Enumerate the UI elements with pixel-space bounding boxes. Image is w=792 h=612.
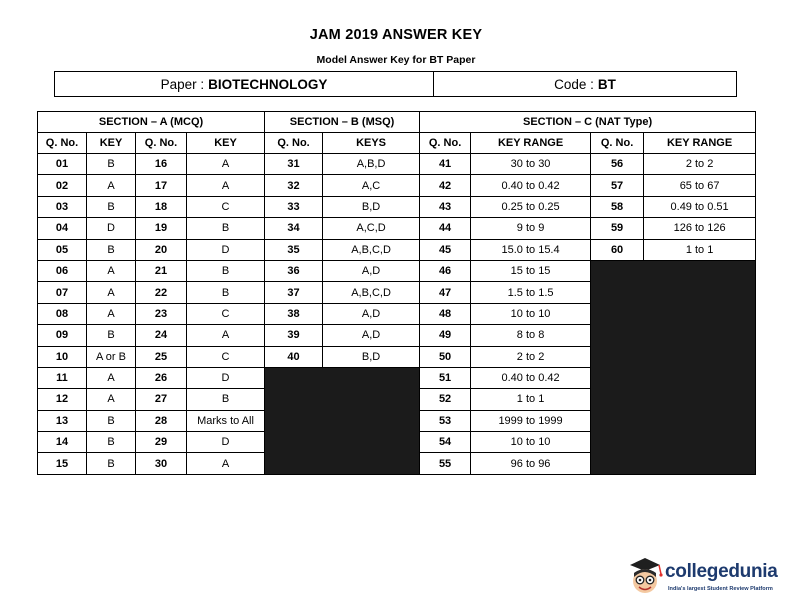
answer-key-cell: A,B,D [323, 154, 420, 175]
answer-key-cell: 0.40 to 0.42 [471, 367, 591, 388]
question-number-cell: 36 [265, 260, 323, 281]
question-number-cell: 29 [136, 432, 187, 453]
answer-key-cell: A [87, 282, 136, 303]
question-number-cell: 34 [265, 218, 323, 239]
question-number-cell: 48 [420, 303, 471, 324]
column-header: KEY RANGE [471, 133, 591, 154]
column-header: Q. No. [420, 133, 471, 154]
answer-key-cell: A,C [323, 175, 420, 196]
answer-key-cell: B [87, 453, 136, 474]
answer-key-cell: 2 to 2 [644, 154, 756, 175]
answer-key-cell: 96 to 96 [471, 453, 591, 474]
question-number-cell: 05 [38, 239, 87, 260]
answer-key-cell: 8 to 8 [471, 325, 591, 346]
answer-key-table [37, 111, 756, 475]
question-number-cell: 57 [591, 175, 644, 196]
answer-key-cell: B [87, 154, 136, 175]
answer-key-cell: C [187, 196, 265, 217]
question-number-cell: 22 [136, 282, 187, 303]
blank-cell-section-c [591, 260, 756, 474]
answer-key-cell: B,D [323, 196, 420, 217]
question-number-cell: 56 [591, 154, 644, 175]
answer-key-cell: A [187, 325, 265, 346]
answer-key-cell: A,C,D [323, 218, 420, 239]
column-header: KEY [187, 133, 265, 154]
question-number-cell: 19 [136, 218, 187, 239]
paper-label: Paper : [160, 76, 205, 92]
answer-key-cell: 1.5 to 1.5 [471, 282, 591, 303]
question-number-cell: 41 [420, 154, 471, 175]
answer-key-cell: 10 to 10 [471, 303, 591, 324]
answer-key-cell: D [87, 218, 136, 239]
question-number-cell: 38 [265, 303, 323, 324]
answer-key-cell: A [87, 367, 136, 388]
answer-key-cell: D [187, 367, 265, 388]
question-number-cell: 13 [38, 410, 87, 431]
answer-key-cell: 1 to 1 [644, 239, 756, 260]
question-number-cell: 10 [38, 346, 87, 367]
answer-key-cell: D [187, 239, 265, 260]
answer-key-cell: C [187, 303, 265, 324]
column-header-row [38, 133, 756, 154]
question-number-cell: 42 [420, 175, 471, 196]
question-number-cell: 30 [136, 453, 187, 474]
question-number-cell: 58 [591, 196, 644, 217]
answer-key-cell: 126 to 126 [644, 218, 756, 239]
section-header-row [38, 112, 756, 133]
paper-value: BIOTECHNOLOGY [208, 76, 328, 92]
answer-key-cell: B [187, 282, 265, 303]
question-number-cell: 24 [136, 325, 187, 346]
mascot-face-icon [626, 556, 664, 598]
question-number-cell: 40 [265, 346, 323, 367]
table-row [38, 196, 756, 217]
question-number-cell: 39 [265, 325, 323, 346]
answer-key-cell: A,B,C,D [323, 239, 420, 260]
answer-key-cell: B [187, 218, 265, 239]
answer-key-cell: 30 to 30 [471, 154, 591, 175]
blank-cell-section-b [265, 367, 420, 474]
section-c-header: SECTION – C (NAT Type) [420, 112, 756, 133]
answer-key-cell: B [87, 239, 136, 260]
question-number-cell: 17 [136, 175, 187, 196]
logo-tagline: India's largest Student Review Platform [668, 586, 773, 592]
table-row [38, 239, 756, 260]
page-title: JAM 2019 ANSWER KEY [309, 27, 483, 43]
answer-key-cell: 65 to 67 [644, 175, 756, 196]
table-row [38, 260, 756, 281]
answer-key-cell: 2 to 2 [471, 346, 591, 367]
question-number-cell: 46 [420, 260, 471, 281]
question-number-cell: 50 [420, 346, 471, 367]
answer-key-cell: B [87, 325, 136, 346]
question-number-cell: 33 [265, 196, 323, 217]
question-number-cell: 06 [38, 260, 87, 281]
answer-key-cell: Marks to All [187, 410, 265, 431]
question-number-cell: 16 [136, 154, 187, 175]
answer-key-cell: A [87, 303, 136, 324]
question-number-cell: 27 [136, 389, 187, 410]
column-header: KEY [87, 133, 136, 154]
column-header: Q. No. [136, 133, 187, 154]
question-number-cell: 43 [420, 196, 471, 217]
question-number-cell: 15 [38, 453, 87, 474]
question-number-cell: 45 [420, 239, 471, 260]
question-number-cell: 44 [420, 218, 471, 239]
section-b-header: SECTION – B (MSQ) [265, 112, 420, 133]
column-header: Q. No. [265, 133, 323, 154]
answer-key-cell: A [87, 260, 136, 281]
question-number-cell: 25 [136, 346, 187, 367]
question-number-cell: 28 [136, 410, 187, 431]
answer-key-cell: 9 to 9 [471, 218, 591, 239]
answer-key-cell: A,D [323, 260, 420, 281]
column-header: Q. No. [38, 133, 87, 154]
answer-key-cell: A,D [323, 325, 420, 346]
question-number-cell: 14 [38, 432, 87, 453]
question-number-cell: 26 [136, 367, 187, 388]
column-header: KEYS [323, 133, 420, 154]
answer-key-cell: A [87, 389, 136, 410]
answer-key-cell: A,D [323, 303, 420, 324]
answer-key-cell: 0.49 to 0.51 [644, 196, 756, 217]
question-number-cell: 09 [38, 325, 87, 346]
question-number-cell: 59 [591, 218, 644, 239]
answer-key-cell: B [87, 196, 136, 217]
logo-wordmark: collegedunia [665, 561, 778, 582]
answer-key-cell: A [187, 175, 265, 196]
answer-key-cell: 15 to 15 [471, 260, 591, 281]
code-cell [434, 72, 736, 96]
table-row [38, 175, 756, 196]
question-number-cell: 04 [38, 218, 87, 239]
question-number-cell: 60 [591, 239, 644, 260]
code-label: Code : [554, 76, 594, 92]
answer-key-cell: A [187, 453, 265, 474]
answer-key-cell: B [187, 389, 265, 410]
answer-rows [38, 154, 756, 475]
answer-key-cell: 15.0 to 15.4 [471, 239, 591, 260]
paper-cell [55, 72, 434, 96]
answer-key-cell: B [87, 432, 136, 453]
question-number-cell: 18 [136, 196, 187, 217]
question-number-cell: 47 [420, 282, 471, 303]
question-number-cell: 54 [420, 432, 471, 453]
collegedunia-logo [624, 556, 780, 600]
paper-code-box [54, 71, 737, 97]
answer-key-cell: 0.25 to 0.25 [471, 196, 591, 217]
answer-key-cell: B [87, 410, 136, 431]
question-number-cell: 31 [265, 154, 323, 175]
question-number-cell: 03 [38, 196, 87, 217]
question-number-cell: 53 [420, 410, 471, 431]
question-number-cell: 11 [38, 367, 87, 388]
answer-key-cell: 1 to 1 [471, 389, 591, 410]
code-value: BT [597, 76, 616, 92]
question-number-cell: 23 [136, 303, 187, 324]
answer-key-cell: 0.40 to 0.42 [471, 175, 591, 196]
column-header: Q. No. [591, 133, 644, 154]
question-number-cell: 02 [38, 175, 87, 196]
answer-key-cell: 1999 to 1999 [471, 410, 591, 431]
section-a-header: SECTION – A (MCQ) [38, 112, 265, 133]
question-number-cell: 12 [38, 389, 87, 410]
question-number-cell: 55 [420, 453, 471, 474]
question-number-cell: 52 [420, 389, 471, 410]
question-number-cell: 08 [38, 303, 87, 324]
question-number-cell: 37 [265, 282, 323, 303]
answer-key-cell: A [187, 154, 265, 175]
answer-key-cell: A or B [87, 346, 136, 367]
question-number-cell: 49 [420, 325, 471, 346]
question-number-cell: 07 [38, 282, 87, 303]
question-number-cell: 21 [136, 260, 187, 281]
question-number-cell: 51 [420, 367, 471, 388]
table-row [38, 154, 756, 175]
answer-key-cell: 10 to 10 [471, 432, 591, 453]
question-number-cell: 20 [136, 239, 187, 260]
answer-key-cell: A,B,C,D [323, 282, 420, 303]
table-row [38, 218, 756, 239]
question-number-cell: 01 [38, 154, 87, 175]
answer-key-cell: D [187, 432, 265, 453]
question-number-cell: 32 [265, 175, 323, 196]
question-number-cell: 35 [265, 239, 323, 260]
answer-key-cell: B [187, 260, 265, 281]
answer-key-cell: B,D [323, 346, 420, 367]
answer-key-cell: C [187, 346, 265, 367]
column-header: KEY RANGE [644, 133, 756, 154]
page-subtitle: Model Answer Key for BT Paper [316, 54, 476, 66]
answer-key-cell: A [87, 175, 136, 196]
